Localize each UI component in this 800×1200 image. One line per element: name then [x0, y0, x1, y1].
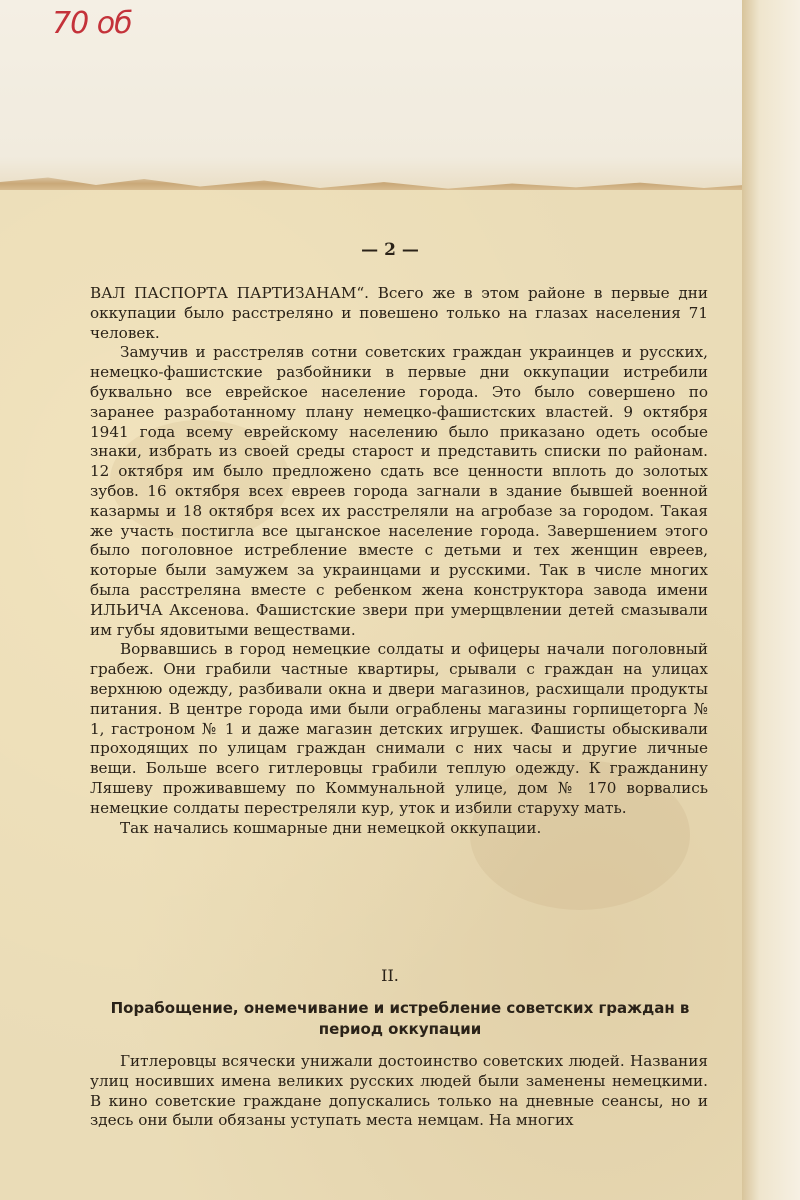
- section-number: II.: [381, 966, 399, 985]
- page-right-edge: [742, 0, 800, 1200]
- paragraph: Гитлеровцы всячески унижали достоинство советских людей. Названия улиц носивших имена великих русских людей были заменены немецкими. В кино советские граждане допускались только на дневные сеансы, но и здесь они были обязаны уступать места немцам. На многих: [90, 1052, 708, 1130]
- body-text: [90, 284, 708, 838]
- paragraph: ВАЛ ПАСПОРТА ПАРТИЗАНАМ“. Всего же в этом районе в первые дни оккупации было расстреляно и повешено только на глазах населения 71 человек.: [90, 284, 708, 342]
- body-text-continued: [90, 1052, 708, 1131]
- archive-page-mark: 70 об: [52, 6, 132, 41]
- paragraph: Ворвавшись в город немецкие солдаты и офицеры начали поголовный грабеж. Они грабили частные квартиры, срывали с граждан на улицах верхнюю одежду, разбивали окна и двери магазинов, расхищали продукты питания. В центре города ими были ограблены магазины горпищеторга № 1, гастроном № 1 и даже магазин детских игрушек. Фашисты обыскивали проходящих по улицам граждан снимали с них часы и другие личные вещи. Больше всего гитлеровцы грабили теплую одежду. К гражданину Ляшеву проживавшему по Коммунальной улице, дом № 170 ворвались немецкие солдаты перестреляли кур, уток и избили старуху мать.: [90, 640, 708, 817]
- section-heading: Порабощение, онемечивание и истребление советских граждан в период оккупации: [110, 999, 690, 1038]
- page-number: — 2 —: [361, 240, 419, 260]
- paragraph: Так начались кошмарные дни немецкой оккупации.: [120, 818, 542, 837]
- paragraph: Замучив и расстреляв сотни советских граждан украинцев и русских, немецко-фашистские разбойники в первые дни оккупации истребили буквально все еврейское население города. Это было совершено по заранее разработанному плану немецко-фашистских властей. 9 октября 1941 года всему еврейскому населению было приказано одеть особые знаки, избрать из своей среды старост и представить списки по районам. 12 октября им было предложено сдать все ценности вплоть до золотых зубов. 16 октября всех евреев города загнали в здание бывшей военной казармы и 18 октября всех их расстреляли на агробазе за городом. Такая же участь постигла все цыганское население города. Завершением этого было поголовное истребление вместе с детьми и тех женщин евреев, которые были замужем за украинцами и русскими. Так в числе многих была расстреляна вместе с ребенком жена конструктора завода имени ИЛЬИЧА Аксенова. Фашистские звери при умерщвлении детей смазывали им губы ядовитыми веществами.: [90, 343, 708, 639]
